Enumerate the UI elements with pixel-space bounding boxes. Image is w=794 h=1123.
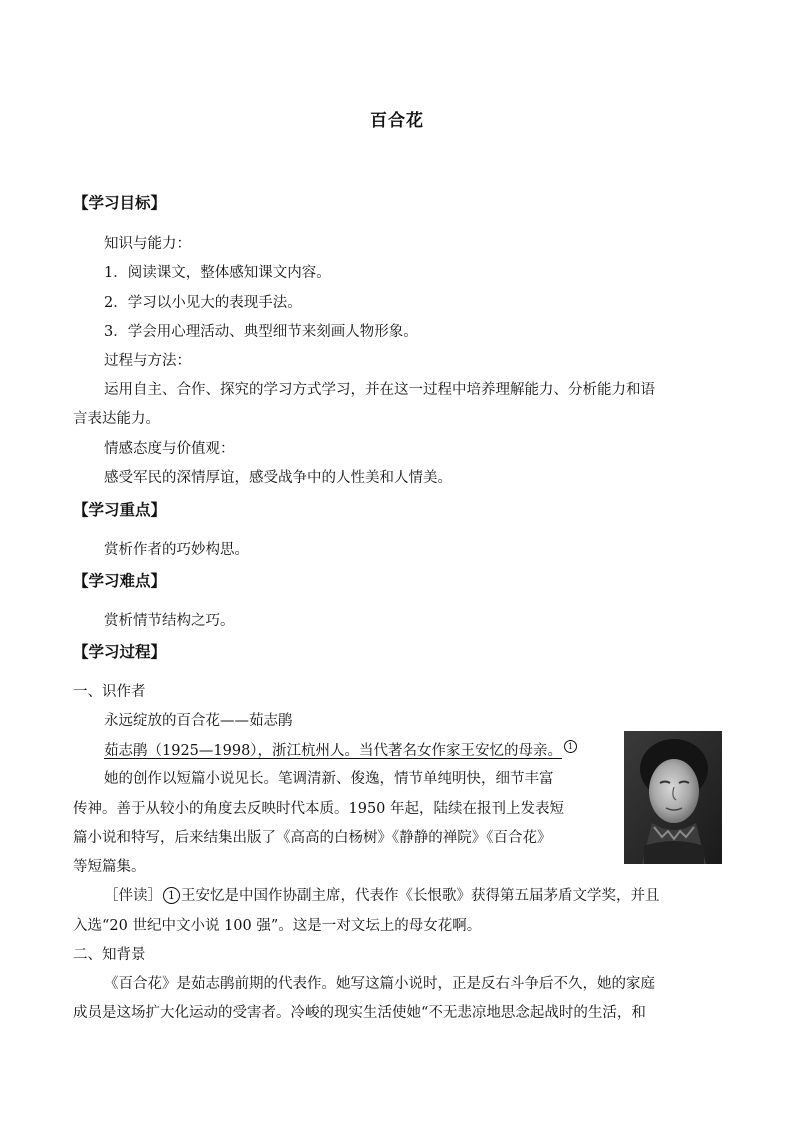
bio-line-4: 等短篇集。	[73, 859, 146, 875]
background-line-2: 成员是这场扩大化运动的受害者。冷峻的现实生活使她“不无悲凉地思念起战时的生活，和	[73, 1005, 646, 1021]
process-line-1: 运用自主、合作、探究的学习方式学习，并在这一过程中培养理解能力、分析能力和语	[104, 382, 655, 398]
goals-heading: 【学习目标】	[73, 193, 167, 212]
difficulty-heading: 【学习难点】	[73, 571, 167, 590]
bio-line-2: 传神。善于从较小的角度去反映时代本质。1950 年起，陆续在报刊上发表短	[73, 801, 565, 817]
section-1-title: 一、识作者	[73, 684, 146, 700]
author-portrait-photo	[624, 731, 722, 864]
bio-line-3: 篇小说和特写，后来结集出版了《高高的白杨树》《静静的禅院》《百合花》	[73, 830, 552, 846]
background-line-1: 《百合花》是茹志鹃前期的代表作。她写这篇小说时，正是反右斗争后不久，她的家庭	[104, 976, 655, 992]
companion-line-1	[104, 886, 660, 906]
goal-item-2: 2．学习以小见大的表现手法。	[104, 295, 302, 311]
goal-item-3: 3．学会用心理活动、典型细节来刻画人物形象。	[104, 324, 418, 340]
author-subtitle: 永远绽放的百合花——茹志鹃	[104, 713, 293, 729]
process-label: 过程与方法：	[104, 353, 191, 369]
companion-text: 王安忆是中国作协副主席，代表作《长恨歌》获得第五届茅盾文学奖，并且	[181, 888, 660, 904]
footnote-marker: 1	[564, 740, 577, 753]
key-heading: 【学习重点】	[73, 500, 167, 519]
emotion-text: 感受军民的深情厚谊，感受战争中的人性美和人情美。	[104, 470, 452, 486]
companion-line-2: 入选“20 世纪中文小说 100 强”。这是一对文坛上的母女花啊。	[73, 918, 482, 934]
author-line	[104, 740, 577, 761]
emotion-label: 情感态度与价值观：	[104, 441, 235, 457]
author-intro: 茹志鹃（1925—1998），浙江杭州人。当代著名女作家王安忆的母亲。	[104, 743, 563, 759]
process-line-2: 言表达能力。	[73, 411, 160, 427]
difficulty-text: 赏析情节结构之巧。	[104, 613, 235, 629]
goal-item-1: 1．阅读课文，整体感知课文内容。	[104, 265, 331, 281]
ability-label: 知识与能力：	[104, 236, 191, 252]
bio-line-1: 她的创作以短篇小说见长。笔调清新、俊逸，情节单纯明快，细节丰富	[104, 771, 554, 787]
section-2-title: 二、知背景	[73, 947, 146, 963]
companion-footnote-marker: 1	[163, 887, 180, 904]
key-text: 赏析作者的巧妙构思。	[104, 542, 249, 558]
page-title: 百合花	[370, 111, 424, 131]
process-heading: 【学习过程】	[73, 642, 167, 661]
companion-label: ［伴读］	[104, 888, 162, 904]
